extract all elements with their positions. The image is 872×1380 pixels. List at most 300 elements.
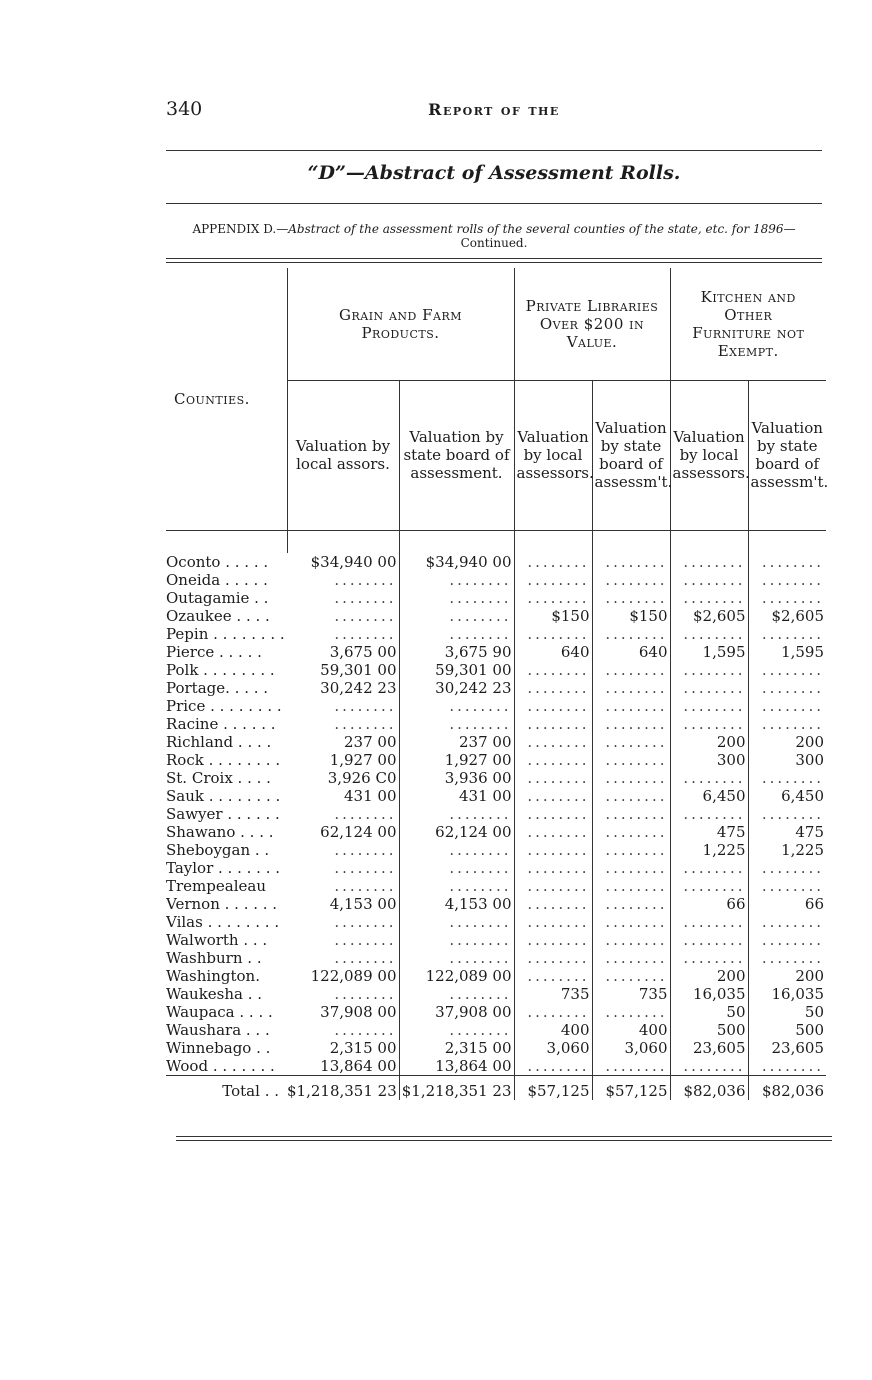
value-cell: [748, 931, 826, 949]
leader-dots: ........: [605, 804, 668, 823]
leader-dots: ........: [605, 588, 668, 607]
value-cell: [514, 931, 592, 949]
county-name: Wood . . . . . . .: [166, 1056, 275, 1075]
value-cell: [592, 733, 670, 751]
county-name: Sauk . . . . . . . .: [166, 786, 281, 805]
table-row: [166, 697, 826, 715]
leader-dots: ........: [334, 714, 397, 733]
value-cell: [592, 895, 670, 913]
leader-dots: ........: [527, 786, 590, 805]
leader-dots: ........: [527, 948, 590, 967]
leader-dots: ........: [605, 786, 668, 805]
value-cell: [399, 571, 514, 589]
value-cell: 237 00: [399, 733, 514, 751]
leader-dots: ........: [761, 678, 825, 697]
value-cell: [399, 841, 514, 859]
table-row: [166, 553, 826, 571]
value-cell: [514, 787, 592, 805]
table-row: [166, 823, 826, 841]
leader-dots: ........: [527, 588, 590, 607]
leader-dots: ........: [527, 840, 590, 859]
leader-dots: ........: [334, 912, 397, 931]
leader-dots: ........: [605, 570, 668, 589]
leader-dots: ........: [527, 858, 590, 877]
value-cell: [592, 859, 670, 877]
leader-dots: ........: [683, 570, 746, 589]
leader-dots: ........: [683, 1056, 746, 1075]
leader-dots: ........: [527, 714, 590, 733]
total-cell: $82,036: [670, 1075, 748, 1100]
leader-dots: ........: [605, 966, 668, 985]
table-row: [166, 625, 826, 643]
total-cell: $1,218,351 23: [399, 1075, 514, 1100]
value-cell: [514, 841, 592, 859]
value-cell: 1,595: [670, 643, 748, 661]
table-row: [166, 895, 826, 913]
total-cell: $57,125: [592, 1075, 670, 1100]
header-separator: [166, 530, 826, 553]
table-row: [166, 913, 826, 931]
leader-dots: ........: [683, 912, 746, 931]
leader-dots: ........: [605, 912, 668, 931]
value-cell: [514, 661, 592, 679]
table-row: [166, 733, 826, 751]
value-cell: [287, 589, 399, 607]
value-cell: 3,675 00: [287, 643, 399, 661]
value-cell: [514, 877, 592, 895]
section-title: “D”—Abstract of Assessment Rolls.: [307, 162, 681, 184]
table-row: [166, 643, 826, 661]
county-name: Richland . . . .: [166, 732, 272, 751]
value-cell: 1,927 00: [399, 751, 514, 769]
value-cell: [670, 1057, 748, 1076]
county-name: Taylor . . . . . . .: [166, 858, 281, 877]
leader-dots: ........: [334, 1020, 397, 1039]
leader-dots: ........: [334, 606, 397, 625]
leader-dots: ........: [761, 768, 825, 787]
leader-dots: ........: [334, 570, 397, 589]
leader-dots: ........: [334, 624, 397, 643]
table-row: [166, 985, 826, 1003]
leader-dots: ........: [683, 714, 746, 733]
leader-dots: ........: [761, 858, 825, 877]
leader-dots: ........: [449, 624, 512, 643]
leader-dots: ........: [605, 552, 668, 571]
leader-dots: ........: [605, 750, 668, 769]
total-label: Total . .: [166, 1075, 287, 1100]
value-cell: [514, 949, 592, 967]
county-name: Shawano . . . .: [166, 822, 274, 841]
value-cell: 13,864 00: [287, 1057, 399, 1076]
leader-dots: ........: [527, 624, 590, 643]
value-cell: [514, 805, 592, 823]
caption-double-rule-2: [166, 262, 822, 263]
value-cell: [399, 949, 514, 967]
value-cell: [748, 877, 826, 895]
value-cell: [399, 877, 514, 895]
value-cell: [514, 625, 592, 643]
leader-dots: ........: [605, 840, 668, 859]
value-cell: 6,450: [781, 786, 825, 805]
subheader-grain-state: Valuation by state board of assessment.: [399, 380, 514, 530]
leader-dots: ........: [605, 1056, 668, 1075]
appendix-suffix: —Continued.: [460, 222, 796, 250]
total-cell: $82,036: [748, 1075, 826, 1100]
county-name: Price . . . . . . . .: [166, 696, 282, 715]
value-cell: 735: [592, 985, 670, 1003]
value-cell: [670, 805, 748, 823]
leader-dots: ........: [527, 876, 590, 895]
leader-dots: ........: [527, 750, 590, 769]
value-cell: [670, 697, 748, 715]
group-header-libraries: Private Libraries Over $200 in Value.: [514, 268, 670, 380]
value-cell: [748, 859, 826, 877]
leader-dots: ........: [449, 570, 512, 589]
county-name: Oconto . . . . .: [166, 552, 269, 571]
page-number: 340: [166, 98, 203, 120]
leader-dots: ........: [683, 552, 746, 571]
value-cell: 30,242 23: [287, 679, 399, 697]
leader-dots: ........: [761, 1056, 825, 1075]
table-row: [166, 787, 826, 805]
value-cell: [514, 571, 592, 589]
value-cell: [287, 859, 399, 877]
leader-dots: ........: [605, 894, 668, 913]
leader-dots: ........: [683, 660, 746, 679]
value-cell: [514, 1057, 592, 1076]
value-cell: [514, 679, 592, 697]
value-cell: 1,595: [781, 642, 825, 661]
leader-dots: ........: [605, 822, 668, 841]
value-cell: $2,605: [771, 606, 825, 625]
leader-dots: ........: [683, 768, 746, 787]
leader-dots: ........: [334, 858, 397, 877]
appendix-italic: Abstract of the assessment rolls of the several counties of the state, etc. for 1896: [288, 222, 784, 236]
value-cell: [748, 625, 826, 643]
subheader-furniture-state: Valuation by state board of assessm't.: [750, 419, 829, 491]
leader-dots: ........: [527, 732, 590, 751]
county-name: Outagamie . .: [166, 588, 269, 607]
subheader-furniture-local: Valuation by local assessors.: [670, 380, 748, 530]
value-cell: 16,035: [670, 985, 748, 1003]
county-name: Sheboygan . .: [166, 840, 270, 859]
value-cell: [670, 769, 748, 787]
county-name: Walworth . . .: [166, 930, 268, 949]
value-cell: [748, 913, 826, 931]
value-cell: [514, 895, 592, 913]
leader-dots: ........: [683, 930, 746, 949]
table-row: [166, 1039, 826, 1057]
value-cell: 500: [670, 1021, 748, 1039]
value-cell: 237 00: [287, 733, 399, 751]
value-cell: [514, 553, 592, 571]
value-cell: [592, 931, 670, 949]
value-cell: [399, 985, 514, 1003]
value-cell: 400: [592, 1021, 670, 1039]
value-cell: [748, 679, 826, 697]
value-cell: [287, 1021, 399, 1039]
table-row: [166, 769, 826, 787]
table-row: [166, 1021, 826, 1039]
assessment-table: [166, 268, 829, 1100]
value-cell: [399, 589, 514, 607]
value-cell: [514, 769, 592, 787]
value-cell: [514, 967, 592, 985]
value-cell: 200: [795, 732, 825, 751]
leader-dots: ........: [449, 804, 512, 823]
value-cell: 200: [795, 966, 825, 985]
leader-dots: ........: [527, 912, 590, 931]
value-cell: [399, 625, 514, 643]
leader-dots: ........: [605, 696, 668, 715]
leader-dots: ........: [449, 984, 512, 1003]
leader-dots: ........: [449, 840, 512, 859]
bottom-double-rule-1: [176, 1136, 832, 1137]
county-name: Waushara . . .: [166, 1020, 270, 1039]
leader-dots: ........: [449, 876, 512, 895]
table-row: [166, 679, 826, 697]
value-cell: [592, 913, 670, 931]
value-cell: 122,089 00: [287, 967, 399, 985]
value-cell: [748, 661, 826, 679]
total-cell: $1,218,351 23: [287, 1075, 399, 1100]
leader-dots: ........: [605, 624, 668, 643]
leader-dots: ........: [449, 948, 512, 967]
value-cell: 66: [670, 895, 748, 913]
subheader-libraries-state: Valuation by state board of assessm't.: [592, 380, 670, 530]
leader-dots: ........: [449, 588, 512, 607]
value-cell: [592, 589, 670, 607]
leader-dots: ........: [605, 876, 668, 895]
header-rule: [166, 150, 822, 151]
value-cell: [399, 931, 514, 949]
leader-dots: ........: [761, 624, 825, 643]
leader-dots: ........: [761, 696, 825, 715]
leader-dots: ........: [683, 858, 746, 877]
value-cell: [748, 697, 826, 715]
value-cell: [670, 679, 748, 697]
value-cell: [287, 877, 399, 895]
value-cell: [287, 841, 399, 859]
value-cell: 431 00: [287, 787, 399, 805]
leader-dots: ........: [761, 714, 825, 733]
leader-dots: ........: [527, 1056, 590, 1075]
leader-dots: ........: [683, 624, 746, 643]
value-cell: [399, 805, 514, 823]
leader-dots: ........: [761, 552, 825, 571]
leader-dots: ........: [334, 948, 397, 967]
leader-dots: ........: [334, 588, 397, 607]
county-name: Rock . . . . . . . .: [166, 750, 281, 769]
appendix-caption: [166, 222, 822, 250]
value-cell: $150: [514, 607, 592, 625]
value-cell: [670, 571, 748, 589]
value-cell: 1,927 00: [287, 751, 399, 769]
county-name: Vilas . . . . . . . .: [166, 912, 280, 931]
county-name: Pepin . . . . . . . .: [166, 624, 285, 643]
leader-dots: ........: [527, 768, 590, 787]
value-cell: 50: [804, 1002, 825, 1021]
leader-dots: ........: [683, 696, 746, 715]
value-cell: 640: [514, 643, 592, 661]
value-cell: [592, 949, 670, 967]
leader-dots: ........: [605, 678, 668, 697]
value-cell: [287, 625, 399, 643]
leader-dots: ........: [449, 1020, 512, 1039]
leader-dots: ........: [334, 696, 397, 715]
value-cell: [592, 715, 670, 733]
value-cell: [287, 607, 399, 625]
value-cell: 300: [670, 751, 748, 769]
value-cell: $150: [592, 607, 670, 625]
county-name: Portage. . . . .: [166, 678, 269, 697]
leader-dots: ........: [334, 804, 397, 823]
value-cell: [592, 1003, 670, 1021]
table-row: [166, 661, 826, 679]
leader-dots: ........: [605, 714, 668, 733]
value-cell: [592, 787, 670, 805]
value-cell: [592, 697, 670, 715]
value-cell: [399, 607, 514, 625]
leader-dots: ........: [605, 660, 668, 679]
value-cell: 59,301 00: [399, 661, 514, 679]
value-cell: 2,315 00: [399, 1039, 514, 1057]
county-name: Racine . . . . . .: [166, 714, 276, 733]
value-cell: [670, 589, 748, 607]
table-row: [166, 877, 826, 895]
value-cell: [748, 571, 826, 589]
leader-dots: ........: [334, 930, 397, 949]
leader-dots: ........: [527, 678, 590, 697]
leader-dots: ........: [683, 876, 746, 895]
value-cell: 37,908 00: [287, 1003, 399, 1021]
value-cell: [592, 661, 670, 679]
value-cell: 122,089 00: [399, 967, 514, 985]
value-cell: $2,605: [670, 607, 748, 625]
value-cell: 30,242 23: [399, 679, 514, 697]
county-name: Washburn . .: [166, 948, 262, 967]
leader-dots: ........: [334, 876, 397, 895]
county-name: Trempealeau: [166, 876, 266, 895]
value-cell: 200: [670, 967, 748, 985]
value-cell: [399, 859, 514, 877]
leader-dots: ........: [605, 948, 668, 967]
leader-dots: ........: [605, 768, 668, 787]
value-cell: [592, 769, 670, 787]
leader-dots: ........: [527, 894, 590, 913]
value-cell: 1,225: [670, 841, 748, 859]
value-cell: [592, 553, 670, 571]
value-cell: 3,926 C0: [287, 769, 399, 787]
table-row: [166, 571, 826, 589]
running-title: Report of the: [428, 100, 560, 119]
value-cell: 300: [795, 750, 825, 769]
value-cell: 3,060: [592, 1039, 670, 1057]
county-name: Oneida . . . . .: [166, 570, 268, 589]
value-cell: [399, 715, 514, 733]
value-cell: [592, 1057, 670, 1076]
leader-dots: ........: [605, 732, 668, 751]
table-row: [166, 841, 826, 859]
value-cell: 2,315 00: [287, 1039, 399, 1057]
value-cell: 37,908 00: [399, 1003, 514, 1021]
value-cell: [399, 1021, 514, 1039]
value-cell: 400: [514, 1021, 592, 1039]
group-header-furniture: Kitchen and Other Furniture not Exempt.: [670, 268, 826, 380]
value-cell: [748, 589, 826, 607]
value-cell: 13,864 00: [399, 1057, 514, 1076]
leader-dots: ........: [605, 858, 668, 877]
appendix-prefix: APPENDIX D.—: [192, 222, 289, 236]
table-row: [166, 967, 826, 985]
value-cell: 6,450: [670, 787, 748, 805]
running-head: [166, 98, 822, 122]
value-cell: [287, 931, 399, 949]
leader-dots: ........: [683, 948, 746, 967]
value-cell: [748, 715, 826, 733]
leader-dots: ........: [527, 660, 590, 679]
leader-dots: ........: [761, 876, 825, 895]
value-cell: 4,153 00: [287, 895, 399, 913]
value-cell: 16,035: [771, 984, 825, 1003]
table-row: [166, 607, 826, 625]
value-cell: 1,225: [781, 840, 825, 859]
total-cell: $57,125: [514, 1075, 592, 1100]
county-name: Pierce . . . . .: [166, 642, 262, 661]
value-cell: [592, 805, 670, 823]
table-row: [166, 1003, 826, 1021]
table-body: [166, 553, 826, 1076]
value-cell: 62,124 00: [399, 823, 514, 841]
table-row: [166, 859, 826, 877]
value-cell: [748, 949, 826, 967]
value-cell: [748, 769, 826, 787]
value-cell: 475: [795, 822, 825, 841]
value-cell: [748, 1057, 826, 1076]
value-cell: [670, 877, 748, 895]
value-cell: 3,936 00: [399, 769, 514, 787]
value-cell: [514, 823, 592, 841]
leader-dots: ........: [761, 930, 825, 949]
value-cell: $34,940 00: [287, 553, 399, 571]
value-cell: 475: [670, 823, 748, 841]
value-cell: [514, 859, 592, 877]
leader-dots: ........: [683, 678, 746, 697]
value-cell: 50: [670, 1003, 748, 1021]
title-rule: [166, 203, 822, 204]
leader-dots: ........: [605, 1002, 668, 1021]
value-cell: [670, 931, 748, 949]
value-cell: 3,675 90: [399, 643, 514, 661]
leader-dots: ........: [527, 930, 590, 949]
value-cell: 640: [592, 643, 670, 661]
value-cell: 3,060: [514, 1039, 592, 1057]
value-cell: [514, 733, 592, 751]
total-row: [166, 1075, 826, 1100]
county-name: St. Croix . . . .: [166, 768, 271, 787]
leader-dots: ........: [761, 660, 825, 679]
value-cell: [748, 805, 826, 823]
leader-dots: ........: [761, 570, 825, 589]
value-cell: [592, 751, 670, 769]
value-cell: [514, 751, 592, 769]
value-cell: 59,301 00: [287, 661, 399, 679]
leader-dots: ........: [449, 696, 512, 715]
counties-header: Counties.: [166, 268, 287, 530]
table-row: [166, 589, 826, 607]
leader-dots: ........: [683, 804, 746, 823]
value-cell: [670, 949, 748, 967]
